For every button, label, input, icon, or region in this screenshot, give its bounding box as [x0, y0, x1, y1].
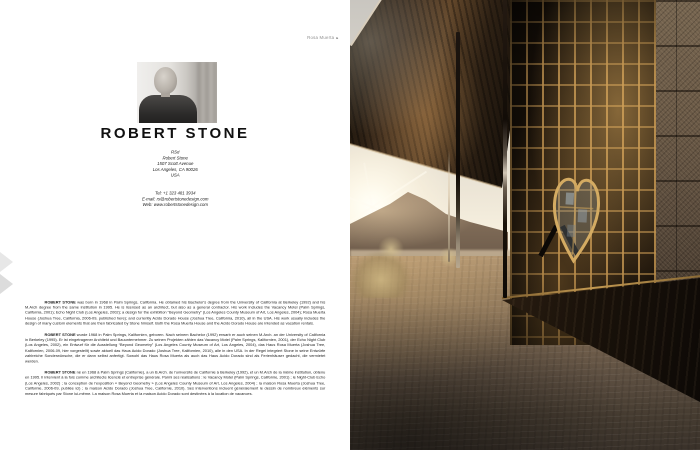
portrait-torso	[139, 95, 197, 123]
website-line: Web: www.robertstonedesign.com	[142, 203, 208, 208]
address-line: 1507 Scott Avenue	[156, 162, 194, 167]
concrete-block-column	[656, 0, 700, 305]
page-curl-icon	[0, 274, 13, 294]
bio-paragraph-en: ROBERT STONE was born in 1968 in Palm Springs, California. He obtained his Bachelor's degree from the University of California at Berkeley (1992) and his M.Arch degree from the same institution in 1995. He is licensed as an architect, but also as a general contractor. His work includes the Vacancy Motel (Palm Springs, California, 2001); Echo Night Club (Los Angeles, 2002); a design for the exhibition “Beyond Geometry” (Los Angeles County Museum of Art, Los Angeles, 2004); Rosa Muerta House (Joshua Tree, California, 2006-09, published here); and currently Acido Dorado House (Joshua Tree, California, 2010), all in the USA. His work usually includes the design of many custom elements that are then fabricated by Stone himself. Both the Rosa Muerta House and the Acido Dorado House are intended as vacation rentals.	[25, 300, 326, 326]
page-curl-icon	[0, 252, 13, 272]
heart-cutout	[548, 162, 603, 266]
architect-name: ROBERT STONE	[100, 125, 250, 142]
steel-post	[448, 150, 450, 262]
running-head-label: Rosa Muerta	[306, 36, 334, 41]
address-line: USA	[170, 173, 180, 179]
address-line: Los Angeles, CA 90026	[152, 168, 198, 173]
bio-paragraph-fr: ROBERT STONE né en 1968 à Palm Springs (Californie), a un B.Arch. de l'université de Californie à Berkeley (1992), et un M.Arch de la même institution, obtenu en 1995. Il intervient à la fois comme architecte licencié et entreprise générale. Parmi ses réalisations : le Vacancy Motel (Palm Springs, Californie, 2001) ; le Night-Club Echo (Los Angeles, 2002) ; la conception de l'exposition « Beyond Geometry » (Los Angeles County Museum of Art, Los Angeles, 2004) ; la maison Rosa Muerta (Joshua Tree, Californie, 2006-09, publiée ici) ; la maison Acido Dorado (Joshua Tree, Californie, 2010). Ses interventions incluent généralement le dessin de nombreux éléments sur mesure fabriqués par Stone lui-même. La maison Rosa Muerta et la maison Acido Dorado sont destinées à la location de vacances.	[25, 371, 326, 397]
portrait-background	[197, 62, 217, 123]
phone-line: Tel: +1 323 481 3934	[154, 191, 196, 197]
chevron-right-icon: ▸	[335, 36, 338, 41]
biography	[25, 300, 325, 450]
portrait-head	[154, 67, 177, 94]
address-line: RSd	[170, 150, 180, 156]
steel-post	[503, 0, 507, 298]
column-seam	[676, 0, 677, 300]
portrait-photo	[137, 62, 217, 123]
address-line: Robert Stone	[162, 156, 188, 161]
bio-paragraph-de: ROBERT STONE wurde 1968 in Palm Springs, Kalifornien, geboren. Nach seinem Bachelor (1992) erwarb er auch seinen M.Arch. an der University of California in Berkeley (1995). Er ist eingetragener Architekt und Bauunternehmer. Zu seinen Projekten zählen das Vacancy Motel (Palm Springs, Kalifornien, 2001), der Echo Night Club (Los Angeles, 2002), ein Entwurf für die Ausstellung “Beyond Geometry” (Los Angeles County Museum of Art, Los Angeles, 2004), das Haus Rosa Muerta (Joshua Tree, Kalifornien, 2006-09, hier vorgestellt) sowie aktuell das Haus Acido Dorado (Joshua Tree, Kalifornien, 2010), alle in den USA. In der Regel integriert Stone in seine Entwürfe zahlreiche Sonderwünsche, die er dann selbst anfertigt. Sowohl das Haus Rosa Muerta als auch das Haus Acido Dorado sind als Ferienhäuser gedacht, die vermietet werden.	[25, 333, 326, 364]
running-head	[295, 27, 338, 45]
steel-post	[456, 32, 460, 268]
contact-block	[0, 150, 350, 233]
desert-bush	[352, 252, 410, 298]
email-line: E-mail: rs@robertstonedesign.com	[141, 197, 209, 202]
photo-rosa-muerta	[350, 0, 700, 450]
